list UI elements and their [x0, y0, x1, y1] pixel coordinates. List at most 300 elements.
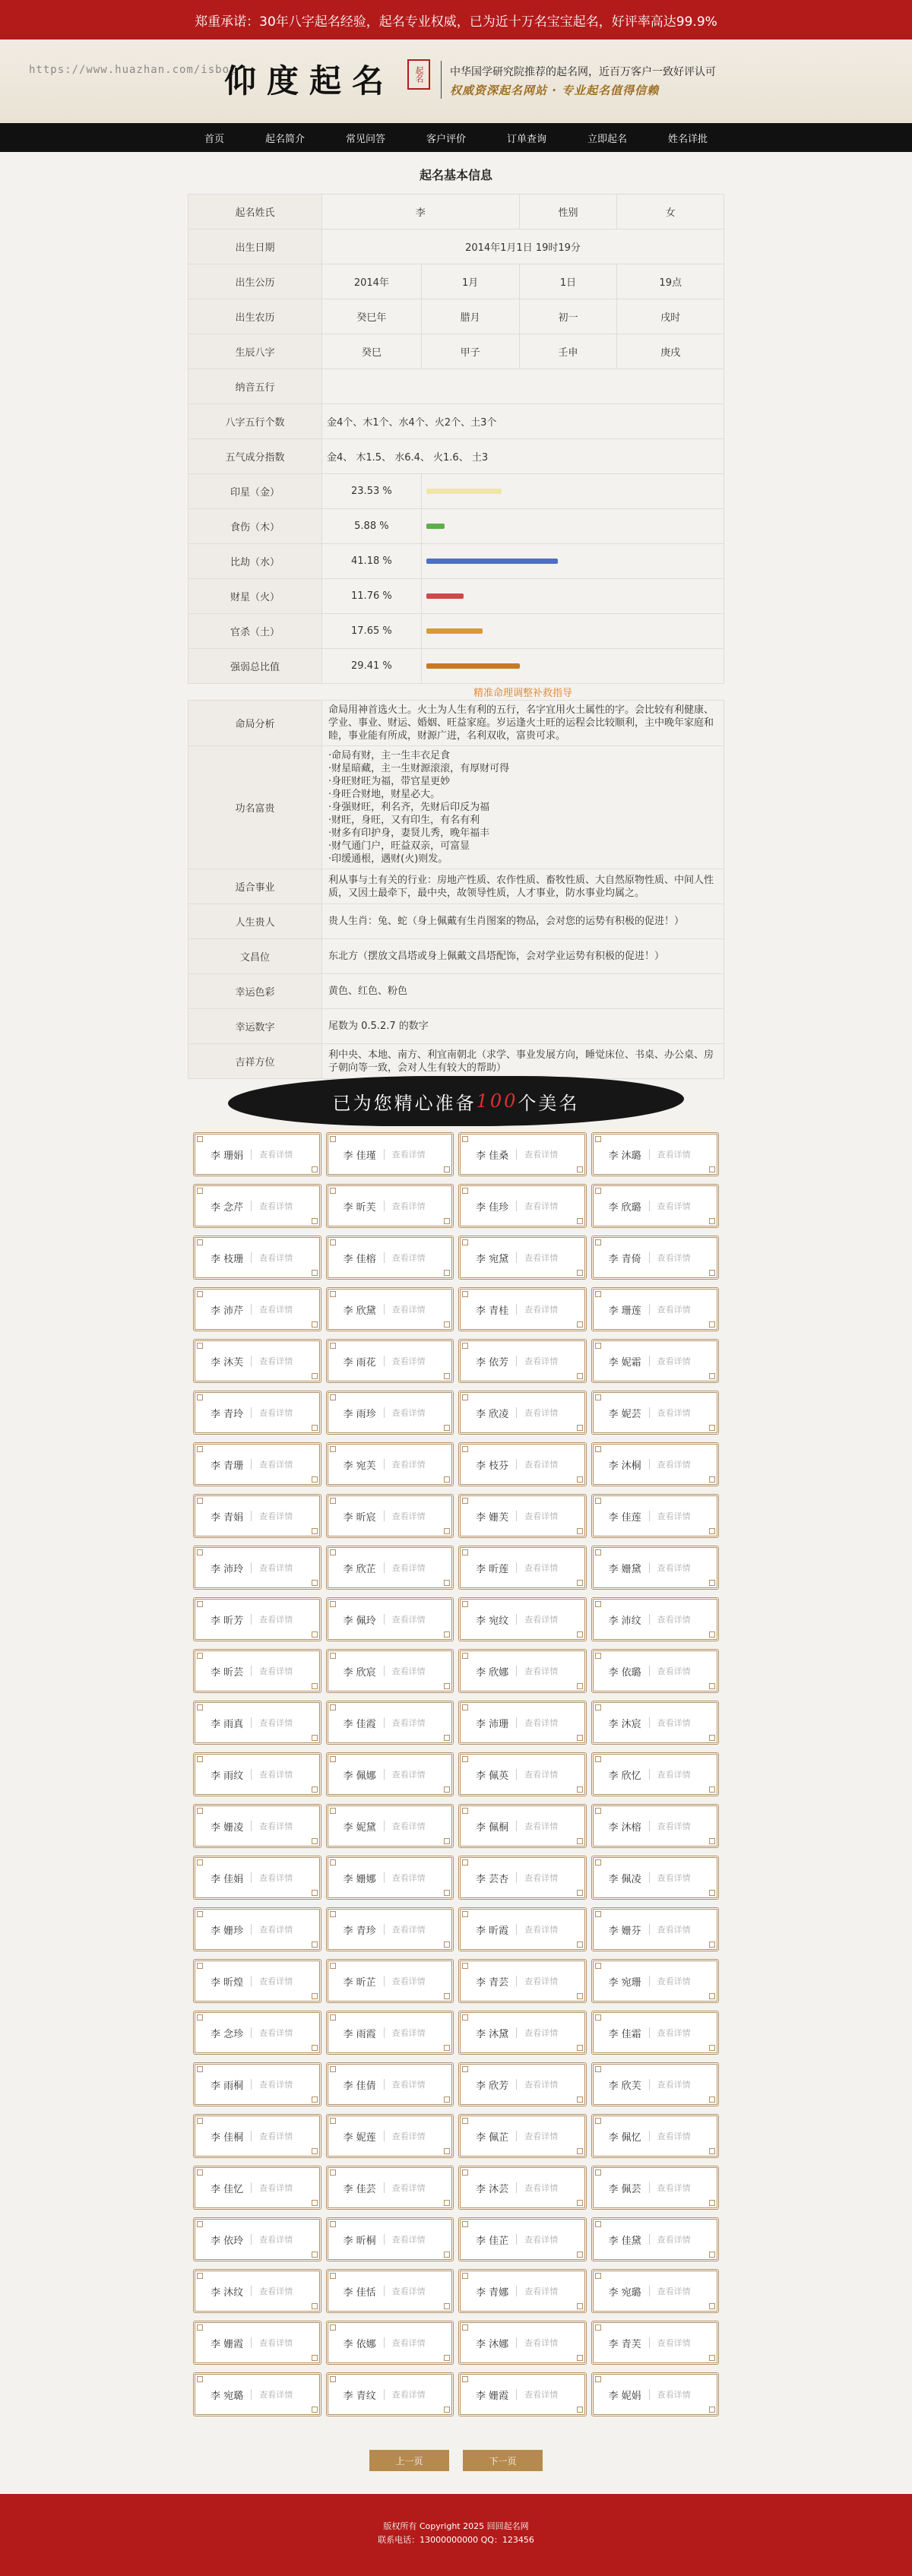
name-card[interactable] — [458, 1856, 587, 1900]
name-card[interactable] — [193, 2217, 321, 2261]
name-card[interactable] — [193, 1442, 321, 1486]
card-divider — [251, 2182, 252, 2193]
header-divider — [441, 61, 442, 99]
name-text: 李 念芹 — [211, 1201, 244, 1214]
view-detail-link[interactable]: 查看详情 — [391, 2080, 426, 2090]
view-detail-link[interactable]: 查看详情 — [391, 1356, 426, 1366]
nav-name-analysis[interactable]: 姓名详批 — [668, 133, 708, 145]
name-card[interactable] — [193, 1339, 321, 1383]
card-divider — [384, 1511, 385, 1521]
name-text: 李 青芙 — [608, 2338, 641, 2350]
view-detail-link[interactable]: 查看详情 — [524, 1563, 559, 1573]
view-detail-link[interactable]: 查看详情 — [657, 1460, 691, 1470]
site-logo[interactable]: 仰度起名 — [224, 62, 395, 100]
view-detail-link[interactable]: 查看详情 — [524, 1511, 559, 1521]
name-card[interactable] — [458, 2166, 587, 2210]
name-card[interactable] — [193, 2166, 321, 2210]
name-card[interactable] — [458, 1752, 587, 1796]
name-text: 李 姗珍 — [211, 1925, 244, 1937]
name-card[interactable] — [458, 1649, 587, 1693]
view-detail-link[interactable]: 查看详情 — [391, 2390, 426, 2400]
view-detail-link[interactable]: 查看详情 — [259, 2183, 293, 2193]
lucky-color-label: 幸运色彩 — [188, 974, 322, 1009]
card-divider — [384, 1149, 385, 1160]
view-detail-link[interactable]: 查看详情 — [391, 1770, 426, 1780]
view-detail-link[interactable]: 查看详情 — [259, 2028, 293, 2038]
site-header — [0, 40, 912, 123]
view-detail-link[interactable]: 查看详情 — [391, 1305, 426, 1315]
name-card[interactable] — [591, 1494, 720, 1538]
name-text: 李 雨真 — [211, 1718, 244, 1730]
name-card[interactable] — [326, 1442, 454, 1486]
view-detail-link[interactable]: 查看详情 — [657, 1666, 691, 1676]
name-card[interactable] — [193, 1804, 321, 1848]
name-text: 李 昕莲 — [476, 1563, 509, 1575]
name-card[interactable] — [458, 1287, 587, 1331]
name-card[interactable] — [193, 1701, 321, 1745]
view-detail-link[interactable]: 查看详情 — [657, 1150, 691, 1160]
name-text: 李 佩桐 — [476, 1821, 509, 1834]
name-text: 李 佩凌 — [608, 1873, 641, 1885]
name-text: 李 佩芷 — [476, 2131, 509, 2144]
name-card[interactable] — [458, 1236, 587, 1280]
view-detail-link[interactable]: 查看详情 — [657, 2028, 691, 2038]
card-divider — [516, 1511, 517, 1521]
view-detail-link[interactable]: 查看详情 — [259, 1976, 293, 1986]
wuxing-bar-cell — [421, 579, 724, 614]
view-detail-link[interactable]: 查看详情 — [259, 1563, 293, 1573]
name-card[interactable] — [326, 1184, 454, 1228]
card-divider — [251, 1717, 252, 1728]
view-detail-link[interactable]: 查看详情 — [259, 1150, 293, 1160]
view-detail-link[interactable]: 查看详情 — [391, 2286, 426, 2296]
name-card[interactable] — [326, 1339, 454, 1383]
view-detail-link[interactable]: 查看详情 — [391, 1150, 426, 1160]
name-card[interactable] — [591, 1339, 720, 1383]
name-text: 李 佳倩 — [343, 2080, 376, 2092]
name-card[interactable] — [326, 2217, 454, 2261]
view-detail-link[interactable]: 查看详情 — [391, 1460, 426, 1470]
view-detail-link[interactable]: 查看详情 — [391, 1821, 426, 1831]
name-card[interactable] — [458, 1442, 587, 1486]
view-detail-link[interactable]: 查看详情 — [524, 1770, 559, 1780]
wuxing-label: 食伤（木） — [188, 509, 322, 544]
name-card[interactable] — [591, 1701, 720, 1745]
view-detail-link[interactable]: 查看详情 — [391, 1873, 426, 1883]
card-divider — [251, 2079, 252, 2090]
name-card[interactable] — [591, 1649, 720, 1693]
adjust-guide-link[interactable]: 精准命理调整补救指导 — [473, 688, 572, 699]
view-detail-link[interactable]: 查看详情 — [524, 2131, 559, 2141]
name-card[interactable] — [193, 1236, 321, 1280]
view-detail-link[interactable]: 查看详情 — [657, 1356, 691, 1366]
name-card[interactable] — [458, 1701, 587, 1745]
name-card[interactable] — [591, 1907, 720, 1951]
wuxing-label: 比劫（水） — [188, 544, 322, 579]
view-detail-link[interactable]: 查看详情 — [391, 1253, 426, 1263]
card-divider — [251, 2131, 252, 2141]
view-detail-link[interactable]: 查看详情 — [524, 1821, 559, 1831]
wuxing-bar — [426, 663, 521, 669]
view-detail-link[interactable]: 查看详情 — [657, 1770, 691, 1780]
nav-faq[interactable]: 常见问答 — [345, 133, 385, 145]
view-detail-link[interactable]: 查看详情 — [524, 1460, 559, 1470]
watermark-url: https://www.huazhan.com/isbot — [29, 64, 237, 76]
name-card[interactable] — [326, 1959, 454, 2003]
name-text: 李 昕桐 — [343, 2235, 376, 2247]
name-text: 李 宛纹 — [476, 1615, 509, 1627]
name-text: 李 沐芙 — [211, 1356, 244, 1369]
name-card[interactable] — [326, 2166, 454, 2210]
name-card[interactable] — [591, 2321, 720, 2365]
name-card[interactable] — [591, 1236, 720, 1280]
name-card[interactable] — [326, 1649, 454, 1693]
name-card[interactable] — [591, 1804, 720, 1848]
card-divider — [649, 1149, 650, 1160]
name-text: 李 依璐 — [608, 1666, 641, 1679]
name-card[interactable] — [591, 2166, 720, 2210]
lucky-number-label: 幸运数字 — [188, 1009, 322, 1044]
view-detail-link[interactable]: 查看详情 — [524, 1201, 559, 1211]
banner-pre: 已为您精心准备 — [332, 1092, 477, 1114]
name-card[interactable] — [326, 1236, 454, 1280]
view-detail-link[interactable]: 查看详情 — [259, 2080, 293, 2090]
name-card[interactable] — [458, 1546, 587, 1590]
name-card[interactable] — [591, 1856, 720, 1900]
view-detail-link[interactable]: 查看详情 — [524, 1976, 559, 1986]
name-card[interactable] — [326, 2011, 454, 2055]
name-card[interactable] — [458, 2011, 587, 2055]
view-detail-link[interactable]: 查看详情 — [657, 1821, 691, 1831]
name-card[interactable] — [458, 1907, 587, 1951]
card-divider — [384, 2131, 385, 2141]
name-card[interactable] — [326, 2114, 454, 2158]
view-detail-link[interactable]: 查看详情 — [259, 1925, 293, 1935]
view-detail-link[interactable]: 查看详情 — [524, 2390, 559, 2400]
view-detail-link[interactable]: 查看详情 — [657, 2183, 691, 2193]
card-divider — [516, 2234, 517, 2245]
view-detail-link[interactable]: 查看详情 — [259, 2235, 293, 2245]
name-card[interactable] — [193, 1597, 321, 1641]
view-detail-link[interactable]: 查看详情 — [391, 2131, 426, 2141]
view-detail-link[interactable]: 查看详情 — [259, 2390, 293, 2400]
nav-home[interactable]: 首页 — [204, 133, 224, 145]
view-detail-link[interactable]: 查看详情 — [524, 2286, 559, 2296]
view-detail-link[interactable]: 查看详情 — [524, 1150, 559, 1160]
name-card[interactable] — [326, 2062, 454, 2106]
gongming-line: ·身旺合财地，财星必大。 — [328, 789, 441, 800]
name-text: 李 枝芬 — [476, 1460, 509, 1472]
view-detail-link[interactable]: 查看详情 — [657, 1253, 691, 1263]
name-card[interactable] — [591, 1287, 720, 1331]
view-detail-link[interactable]: 查看详情 — [391, 1201, 426, 1211]
card-divider — [384, 1769, 385, 1780]
view-detail-link[interactable]: 查看详情 — [657, 1718, 691, 1728]
name-card[interactable] — [458, 1959, 587, 2003]
name-card[interactable] — [193, 1959, 321, 2003]
view-detail-link[interactable]: 查看详情 — [391, 2338, 426, 2348]
name-text: 李 妮莲 — [343, 2131, 376, 2144]
card-divider — [516, 1407, 517, 1418]
name-card[interactable] — [591, 1184, 720, 1228]
view-detail-link[interactable]: 查看详情 — [259, 1408, 293, 1418]
nav-order-query[interactable]: 订单查询 — [507, 133, 547, 145]
name-card[interactable] — [458, 1494, 587, 1538]
card-divider — [516, 2131, 517, 2141]
name-card[interactable] — [193, 2062, 321, 2106]
view-detail-link[interactable]: 查看详情 — [391, 1976, 426, 1986]
view-detail-link[interactable]: 查看详情 — [391, 1718, 426, 1728]
view-detail-link[interactable]: 查看详情 — [391, 1615, 426, 1625]
name-card[interactable] — [458, 2372, 587, 2416]
view-detail-link[interactable]: 查看详情 — [391, 1666, 426, 1676]
view-detail-link[interactable]: 查看详情 — [657, 1615, 691, 1625]
view-detail-link[interactable]: 查看详情 — [524, 2338, 559, 2348]
view-detail-link[interactable]: 查看详情 — [657, 2235, 691, 2245]
card-divider — [251, 1976, 252, 1986]
name-card[interactable] — [326, 1546, 454, 1590]
name-card[interactable] — [458, 1597, 587, 1641]
wenchang-text: 东北方（摆放文昌塔或身上佩戴文昌塔配饰，会对学业运势有积极的促进！） — [322, 939, 724, 974]
name-card[interactable] — [591, 2114, 720, 2158]
name-card[interactable] — [326, 1856, 454, 1900]
gender-value: 女 — [617, 195, 724, 229]
view-detail-link[interactable]: 查看详情 — [391, 2235, 426, 2245]
name-card[interactable] — [193, 1184, 321, 1228]
bazi-hour: 庚戌 — [617, 334, 724, 369]
card-divider — [384, 1356, 385, 1366]
name-card[interactable] — [193, 1494, 321, 1538]
name-card[interactable] — [458, 2269, 587, 2313]
view-detail-link[interactable]: 查看详情 — [657, 1511, 691, 1521]
card-divider — [384, 1252, 385, 1263]
view-detail-link[interactable]: 查看详情 — [259, 1201, 293, 1211]
name-text: 李 昕芷 — [343, 1976, 376, 1989]
name-card[interactable] — [591, 2372, 720, 2416]
name-card[interactable] — [458, 1339, 587, 1383]
name-card[interactable] — [326, 2321, 454, 2365]
card-divider — [649, 1769, 650, 1780]
view-detail-link[interactable]: 查看详情 — [259, 2286, 293, 2296]
view-detail-link[interactable]: 查看详情 — [657, 2338, 691, 2348]
card-divider — [649, 1356, 650, 1366]
view-detail-link[interactable]: 查看详情 — [657, 1305, 691, 1315]
prev-page-button[interactable]: 上一页 — [369, 2450, 449, 2471]
name-card[interactable] — [326, 1701, 454, 1745]
view-detail-link[interactable]: 查看详情 — [524, 1718, 559, 1728]
view-detail-link[interactable]: 查看详情 — [657, 1563, 691, 1573]
name-card[interactable] — [458, 2217, 587, 2261]
view-detail-link[interactable]: 查看详情 — [259, 2338, 293, 2348]
view-detail-link[interactable]: 查看详情 — [259, 1305, 293, 1315]
view-detail-link[interactable]: 查看详情 — [524, 1356, 559, 1366]
wuxing-percent: 41.18 % — [322, 544, 422, 579]
name-card[interactable] — [326, 2269, 454, 2313]
direction-text: 利中央、本地、南方、利宜南朝北（求学、事业发展方向，睡觉床位、书桌、办公桌、房子朝向等一致，会对人生有较大的帮助） — [322, 1044, 724, 1079]
name-card[interactable] — [193, 1391, 321, 1435]
view-detail-link[interactable]: 查看详情 — [259, 1718, 293, 1728]
view-detail-link[interactable]: 查看详情 — [657, 1201, 691, 1211]
name-card[interactable] — [591, 2217, 720, 2261]
wuxing-percent: 23.53 % — [322, 474, 422, 509]
card-divider — [649, 1201, 650, 1211]
card-divider — [384, 1666, 385, 1676]
name-card[interactable] — [458, 2114, 587, 2158]
view-detail-link[interactable]: 查看详情 — [657, 1925, 691, 1935]
solar-year: 2014年 — [322, 264, 422, 299]
solar-hour: 19点 — [617, 264, 724, 299]
name-card[interactable] — [458, 1184, 587, 1228]
view-detail-link[interactable]: 查看详情 — [259, 1615, 293, 1625]
view-detail-link[interactable]: 查看详情 — [391, 1408, 426, 1418]
name-card[interactable] — [591, 1391, 720, 1435]
view-detail-link[interactable]: 查看详情 — [524, 1253, 559, 1263]
name-text: 李 佳芸 — [343, 2183, 376, 2195]
name-card[interactable] — [193, 2321, 321, 2365]
view-detail-link[interactable]: 查看详情 — [524, 2235, 559, 2245]
name-card[interactable] — [326, 1391, 454, 1435]
solar-day: 1日 — [519, 264, 617, 299]
view-detail-link[interactable]: 查看详情 — [391, 1563, 426, 1573]
noble-label: 人生贵人 — [188, 904, 322, 939]
name-card[interactable] — [458, 1132, 587, 1176]
name-grid — [193, 1132, 719, 2416]
name-text: 李 青纹 — [343, 2390, 376, 2402]
view-detail-link[interactable]: 查看详情 — [524, 2183, 559, 2193]
name-card[interactable] — [326, 1752, 454, 1796]
lunar-hour: 戌时 — [617, 299, 724, 334]
name-card[interactable] — [193, 1546, 321, 1590]
view-detail-link[interactable]: 查看详情 — [657, 2131, 691, 2141]
card-divider — [516, 1562, 517, 1573]
view-detail-link[interactable]: 查看详情 — [391, 1925, 426, 1935]
view-detail-link[interactable]: 查看详情 — [259, 1460, 293, 1470]
view-detail-link[interactable]: 查看详情 — [391, 2183, 426, 2193]
view-detail-link[interactable]: 查看详情 — [259, 1873, 293, 1883]
name-card[interactable] — [591, 2011, 720, 2055]
name-card[interactable] — [326, 1804, 454, 1848]
name-card[interactable] — [326, 1494, 454, 1538]
name-text: 李 妮黛 — [343, 1821, 376, 1834]
name-card[interactable] — [591, 1546, 720, 1590]
view-detail-link[interactable]: 查看详情 — [259, 1253, 293, 1263]
name-card[interactable] — [193, 1907, 321, 1951]
card-divider — [251, 2286, 252, 2296]
card-divider — [649, 2182, 650, 2193]
name-card[interactable] — [326, 2372, 454, 2416]
view-detail-link[interactable]: 查看详情 — [657, 1873, 691, 1883]
view-detail-link[interactable]: 查看详情 — [259, 1511, 293, 1521]
view-detail-link[interactable]: 查看详情 — [524, 1873, 559, 1883]
card-divider — [649, 1562, 650, 1573]
name-text: 李 欣芷 — [343, 1563, 376, 1575]
name-text: 李 依玲 — [211, 2235, 244, 2247]
view-detail-link[interactable]: 查看详情 — [657, 2080, 691, 2090]
bazi-day: 壬申 — [519, 334, 617, 369]
name-text: 李 佳恬 — [343, 2286, 376, 2299]
name-card[interactable] — [591, 1597, 720, 1641]
name-card[interactable] — [591, 1132, 720, 1176]
view-detail-link[interactable]: 查看详情 — [524, 2080, 559, 2090]
name-card[interactable] — [591, 1752, 720, 1796]
view-detail-link[interactable]: 查看详情 — [524, 2028, 559, 2038]
card-divider — [649, 1821, 650, 1831]
card-divider — [384, 1562, 385, 1573]
card-divider — [649, 1304, 650, 1315]
view-detail-link[interactable]: 查看详情 — [524, 1615, 559, 1625]
card-divider — [251, 1872, 252, 1883]
view-detail-link[interactable]: 查看详情 — [259, 1356, 293, 1366]
name-card[interactable] — [591, 1442, 720, 1486]
view-detail-link[interactable]: 查看详情 — [524, 1925, 559, 1935]
nav-intro[interactable]: 起名简介 — [264, 133, 305, 145]
nav-reviews[interactable]: 客户评价 — [426, 133, 466, 145]
name-card[interactable] — [326, 1597, 454, 1641]
card-divider — [649, 1976, 650, 1986]
name-text: 李 佳霞 — [343, 1718, 376, 1730]
wenchang-label: 文昌位 — [188, 939, 322, 974]
view-detail-link[interactable]: 查看详情 — [391, 2028, 426, 2038]
name-card[interactable] — [193, 2269, 321, 2313]
name-card[interactable] — [326, 1132, 454, 1176]
name-card[interactable] — [591, 1959, 720, 2003]
name-card[interactable] — [326, 1287, 454, 1331]
view-detail-link[interactable]: 查看详情 — [657, 1976, 691, 1986]
name-card[interactable] — [193, 2372, 321, 2416]
name-card[interactable] — [193, 1649, 321, 1693]
card-divider — [516, 1976, 517, 1986]
view-detail-link[interactable]: 查看详情 — [524, 1666, 559, 1676]
wuxing-score-value: 金4、 木1.5、 水6.4、 火1.6、 土3 — [322, 439, 724, 474]
view-detail-link[interactable]: 查看详情 — [259, 1770, 293, 1780]
name-text: 李 佩英 — [476, 1770, 509, 1782]
name-card[interactable] — [458, 1804, 587, 1848]
name-card[interactable] — [193, 2114, 321, 2158]
view-detail-link[interactable]: 查看详情 — [657, 2390, 691, 2400]
view-detail-link[interactable]: 查看详情 — [259, 1821, 293, 1831]
name-card[interactable] — [458, 1391, 587, 1435]
view-detail-link[interactable]: 查看详情 — [391, 1511, 426, 1521]
name-card[interactable] — [591, 2269, 720, 2313]
card-divider — [251, 1821, 252, 1831]
name-card[interactable] — [458, 2062, 587, 2106]
name-card[interactable] — [193, 1752, 321, 1796]
name-card[interactable] — [193, 1856, 321, 1900]
view-detail-link[interactable]: 查看详情 — [657, 2286, 691, 2296]
name-card[interactable] — [193, 1132, 321, 1176]
name-card[interactable] — [591, 2062, 720, 2106]
banner-post: 个美名 — [518, 1092, 580, 1114]
view-detail-link[interactable]: 查看详情 — [524, 1305, 559, 1315]
name-card[interactable] — [458, 2321, 587, 2365]
view-detail-link[interactable]: 查看详情 — [259, 1666, 293, 1676]
name-card[interactable] — [193, 2011, 321, 2055]
name-card[interactable] — [193, 1287, 321, 1331]
next-page-button[interactable]: 下一页 — [463, 2450, 543, 2471]
pagination — [0, 2450, 912, 2471]
view-detail-link[interactable]: 查看详情 — [259, 2131, 293, 2141]
nav-start-naming[interactable]: 立即起名 — [587, 133, 628, 145]
card-divider — [649, 1872, 650, 1883]
view-detail-link[interactable]: 查看详情 — [657, 1408, 691, 1418]
card-divider — [516, 1924, 517, 1935]
promise-banner: 郑重承诺：30年八字起名经验，起名专业权威，已为近十万名宝宝起名，好评率高达99.9% — [0, 0, 912, 40]
name-card[interactable] — [326, 1907, 454, 1951]
name-text: 李 沐娜 — [476, 2338, 509, 2350]
name-text: 李 姗芬 — [608, 1925, 641, 1937]
name-text: 李 宛芙 — [343, 1460, 376, 1472]
view-detail-link[interactable]: 查看详情 — [524, 1408, 559, 1418]
